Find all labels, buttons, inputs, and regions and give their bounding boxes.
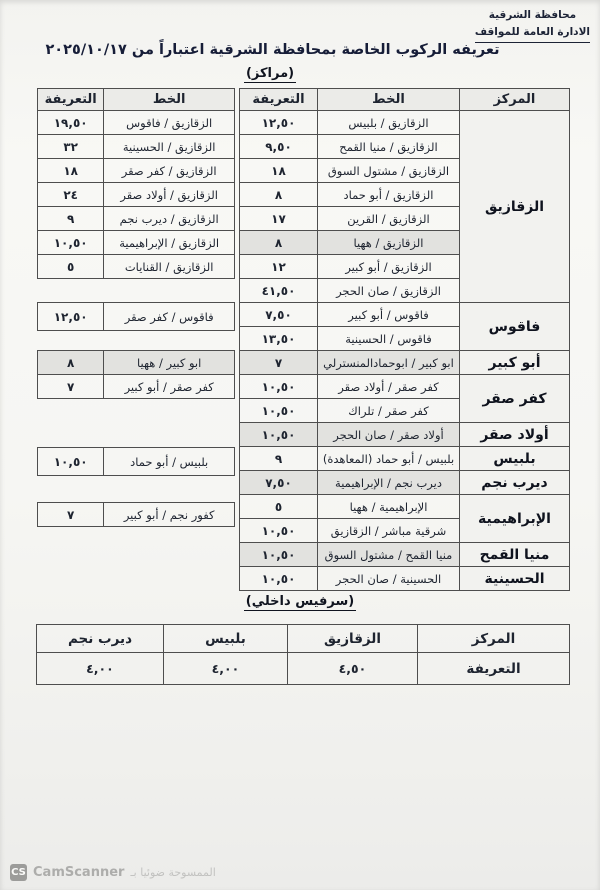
fare-row (38, 207, 235, 231)
tariff-value: ٨ (38, 351, 104, 375)
service-tariff-value: ٤,٠٠ (37, 653, 164, 685)
tariff-value: ١٠,٥٠ (240, 519, 318, 543)
line-name: شرقية مباشر / الزقازيق (318, 519, 460, 543)
section-label-centers: (مراكز) (245, 66, 295, 81)
scanned-with-text: الممسوحة ضوئيا بـ (130, 866, 216, 879)
line-name: الحسينية / صان الحجر (318, 567, 460, 591)
tariff-value: ٧,٥٠ (240, 471, 318, 495)
line-name: الزقازيق / ديرب نجم (104, 207, 235, 231)
service-column-zagazig: الزقازيق (288, 625, 418, 653)
line-name: الزقازيق / أبو كبير (318, 255, 460, 279)
table-header-row (38, 89, 235, 111)
fare-row (240, 375, 570, 399)
center-name: ديرب نجم (460, 471, 570, 495)
fare-row (240, 111, 570, 135)
line-name: الزقازيق / صان الحجر (318, 279, 460, 303)
service-tariff-value: ٤,٠٠ (164, 653, 288, 685)
header-center: المركز (460, 89, 570, 111)
line-name: ابو كبير / ههيا (104, 351, 235, 375)
line-name: الزقازيق / بلبيس (318, 111, 460, 135)
page-title: تعريفه الركوب الخاصة بمحافظة الشرقية اعتباراً من ٢٠٢٥/١٠/١٧ (45, 42, 500, 58)
service-values-row (37, 653, 570, 685)
camscanner-logo-icon: CS (10, 864, 27, 881)
letterhead (475, 7, 590, 43)
line-name: الزقازيق / الحسينية (104, 135, 235, 159)
line-name: كفر صقر / أولاد صقر (318, 375, 460, 399)
fare-row (240, 543, 570, 567)
line-name: الزقازيق / أبو حماد (318, 183, 460, 207)
line-name: كفور نجم / أبو كبير (104, 503, 235, 527)
line-name: الزقازيق / ههيا (318, 231, 460, 255)
tariff-value: ١٠,٥٠ (240, 375, 318, 399)
internal-service-table (36, 624, 570, 685)
tariff-value: ١٠,٥٠ (38, 231, 104, 255)
fare-row (38, 183, 235, 207)
fare-row (38, 255, 235, 279)
tariff-value: ١٣,٥٠ (240, 327, 318, 351)
center-name: أبو كبير (460, 351, 570, 375)
tariff-value: ١٠,٥٠ (240, 543, 318, 567)
line-name: الإبراهيمية / ههيا (318, 495, 460, 519)
header-line: الخط (318, 89, 460, 111)
center-name: بلبيس (460, 447, 570, 471)
fare-row (240, 351, 570, 375)
tariff-value: ٤١,٥٠ (240, 279, 318, 303)
center-name: منيا القمح (460, 543, 570, 567)
center-name: الحسينية (460, 567, 570, 591)
tariff-value: ٥ (240, 495, 318, 519)
line-name: كفر صقر / تلراك (318, 399, 460, 423)
service-header-row (37, 625, 570, 653)
line-name: فاقوس / الحسينية (318, 327, 460, 351)
line-name: الزقازيق / القنايات (104, 255, 235, 279)
fare-row (240, 567, 570, 591)
service-header-center: المركز (418, 625, 570, 653)
line-name: الزقازيق / مشتول السوق (318, 159, 460, 183)
center-name: كفر صقر (460, 375, 570, 423)
fare-row (240, 471, 570, 495)
tariff-value: ١٩,٥٠ (38, 111, 104, 135)
tariff-value: ٨ (240, 183, 318, 207)
service-tariff-label: التعريفة (418, 653, 570, 685)
table-header-row (240, 89, 570, 111)
fare-row (240, 303, 570, 327)
fares-main-table (239, 88, 570, 591)
fare-row (38, 503, 235, 527)
header-tariff: التعريفة (38, 89, 104, 111)
tariff-value: ١٢ (240, 255, 318, 279)
line-name: بلبيس / أبو حماد (104, 448, 235, 476)
header-tariff: التعريفة (240, 89, 318, 111)
fare-row (38, 111, 235, 135)
fare-row (240, 423, 570, 447)
fare-row (38, 135, 235, 159)
line-name: منيا القمح / مشتول السوق (318, 543, 460, 567)
tariff-value: ١٠,٥٠ (240, 399, 318, 423)
fare-row (38, 303, 235, 331)
fare-row (38, 231, 235, 255)
tariff-value: ٩,٥٠ (240, 135, 318, 159)
line-name: الزقازيق / منيا القمح (318, 135, 460, 159)
header-line: الخط (104, 89, 235, 111)
fare-row (38, 375, 235, 399)
fare-row (38, 159, 235, 183)
tariff-value: ٧ (240, 351, 318, 375)
tariff-value: ٩ (38, 207, 104, 231)
fares-side-table (37, 447, 235, 476)
tariff-value: ٧ (38, 503, 104, 527)
section-label-internal-service: (سرفيس داخلي) (245, 594, 355, 609)
line-name: ابو كبير / ابوحمادالمنسترلي (318, 351, 460, 375)
tariff-value: ١٠,٥٠ (240, 567, 318, 591)
fare-row (240, 495, 570, 519)
line-name: الزقازيق / أولاد صقر (104, 183, 235, 207)
tariff-value: ٥ (38, 255, 104, 279)
fares-side-table (37, 502, 235, 527)
tariff-value: ٣٢ (38, 135, 104, 159)
line-name: كفر صقر / أبو كبير (104, 375, 235, 399)
camscanner-brand: CamScanner (33, 865, 125, 880)
line-name: الزقازيق / الإبراهيمية (104, 231, 235, 255)
tariff-value: ٨ (240, 231, 318, 255)
department-name: الادارة العامة للمواقف (475, 24, 590, 43)
line-name: ديرب نجم / الإبراهيمية (318, 471, 460, 495)
tariff-value: ١٨ (38, 159, 104, 183)
fares-side-table (37, 88, 235, 279)
tariff-value: ٢٤ (38, 183, 104, 207)
tariff-value: ١٠,٥٠ (38, 448, 104, 476)
tariff-value: ١٠,٥٠ (240, 423, 318, 447)
service-column-diarb-negm: ديرب نجم (37, 625, 164, 653)
line-name: بلبيس / أبو حماد (المعاهدة) (318, 447, 460, 471)
tariff-value: ٩ (240, 447, 318, 471)
tariff-value: ٧ (38, 375, 104, 399)
tariff-value: ٧,٥٠ (240, 303, 318, 327)
tariff-value: ١٢,٥٠ (38, 303, 104, 331)
fare-row (38, 448, 235, 476)
center-name: الإبراهيمية (460, 495, 570, 543)
tariff-value: ١٨ (240, 159, 318, 183)
tariff-value: ١٧ (240, 207, 318, 231)
governorate-name: محافظة الشرقية (488, 9, 577, 21)
center-name: الزقازيق (460, 111, 570, 303)
fare-row (38, 351, 235, 375)
service-tariff-value: ٤,٥٠ (288, 653, 418, 685)
line-name: فاقوس / أبو كبير (318, 303, 460, 327)
line-name: الزقازيق / كفر صقر (104, 159, 235, 183)
camscanner-watermark (10, 864, 216, 881)
line-name: أولاد صقر / صان الحجر (318, 423, 460, 447)
fares-side-table (37, 350, 235, 399)
line-name: الزقازيق / فاقوس (104, 111, 235, 135)
line-name: فاقوس / كفر صقر (104, 303, 235, 331)
tariff-value: ١٢,٥٠ (240, 111, 318, 135)
line-name: الزقازيق / القرين (318, 207, 460, 231)
service-column-belbeis: بلبيس (164, 625, 288, 653)
center-name: فاقوس (460, 303, 570, 351)
center-name: أولاد صقر (460, 423, 570, 447)
fare-row (240, 447, 570, 471)
fares-side-table (37, 302, 235, 331)
